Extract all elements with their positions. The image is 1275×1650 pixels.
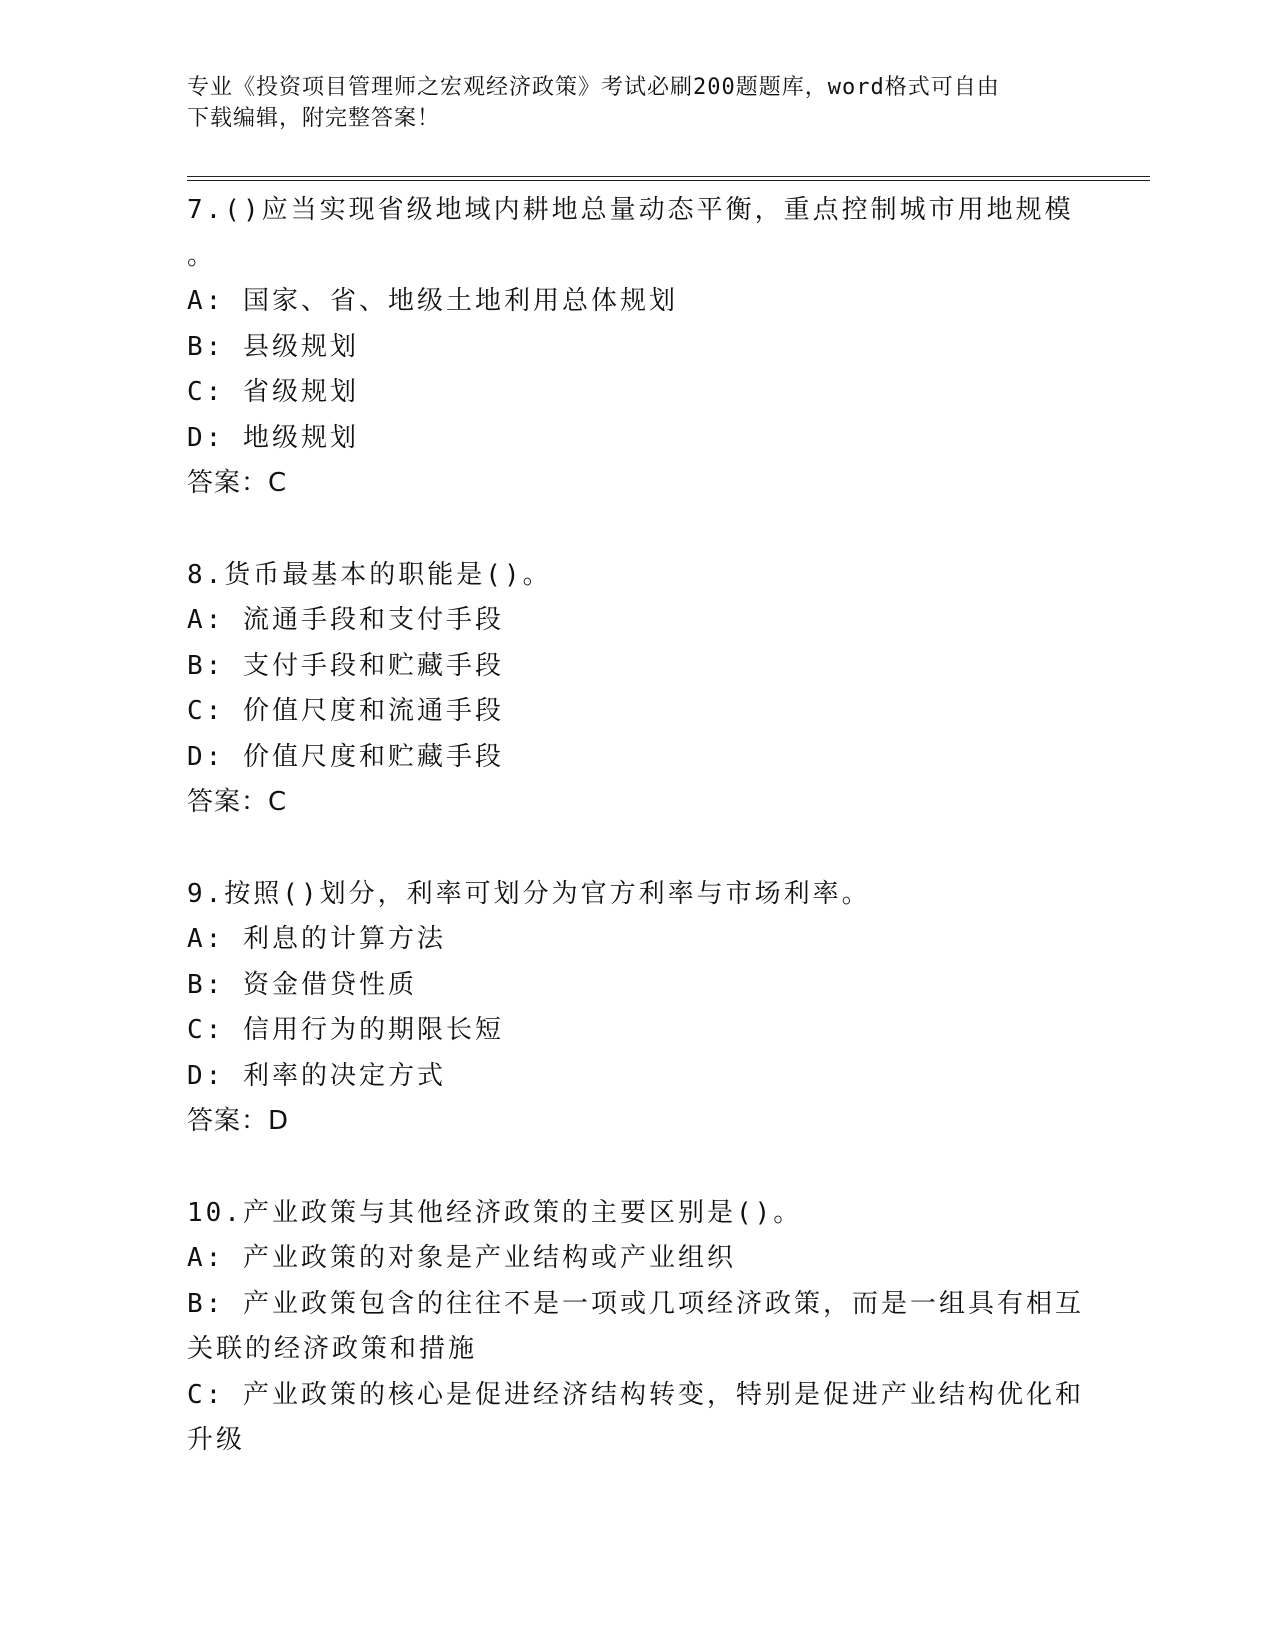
option-b: B: 支付手段和贮藏手段 [187, 650, 504, 681]
option-c-cont: 升级 [187, 1425, 246, 1455]
spacer [187, 507, 1087, 553]
header-line-1: 专业《投资项目管理师之宏观经济政策》考试必刷200题题库，word格式可自由 [187, 75, 1000, 100]
question-stem: 7.()应当实现省级地域内耕地总量动态平衡，重点控制城市用地规模 [187, 195, 1074, 225]
option-d: D: 地级规划 [187, 422, 359, 453]
option-b: B: 产业政策包含的往往不是一项或几项经济政策，而是一组具有相互 [187, 1288, 1084, 1319]
answer: 答案：C [187, 468, 288, 498]
answer: 答案：C [187, 787, 288, 817]
option-b-cont: 关联的经济政策和措施 [187, 1334, 478, 1364]
option-c: C: 信用行为的期限长短 [187, 1015, 504, 1045]
header-line-2: 下载编辑，附完整答案！ [187, 106, 441, 131]
option-c: C: 产业政策的核心是促进经济结构转变，特别是促进产业结构优化和 [187, 1379, 1084, 1410]
question-stem: 8.货币最基本的职能是()。 [187, 559, 552, 590]
spacer [187, 826, 1087, 872]
option-a: A: 利息的计算方法 [187, 924, 446, 954]
question-10 [187, 1191, 1087, 1464]
question-7 [187, 188, 1087, 507]
answer: 答案：D [187, 1106, 290, 1136]
question-stem-cont: 。 [187, 240, 217, 271]
option-a: A: 国家、省、地级土地利用总体规划 [187, 286, 678, 316]
question-9 [187, 872, 1087, 1145]
question-stem: 10.产业政策与其他经济政策的主要区别是()。 [187, 1197, 803, 1228]
option-a: A: 流通手段和支付手段 [187, 605, 504, 635]
option-d: D: 利率的决定方式 [187, 1060, 446, 1091]
question-stem: 9.按照()划分，利率可划分为官方利率与市场利率。 [187, 878, 871, 909]
question-8 [187, 553, 1087, 826]
spacer [187, 1145, 1087, 1191]
option-c: C: 价值尺度和流通手段 [187, 696, 504, 726]
option-c: C: 省级规划 [187, 377, 359, 407]
document-header [187, 72, 1067, 134]
option-b: B: 县级规划 [187, 331, 359, 362]
option-a: A: 产业政策的对象是产业结构或产业组织 [187, 1243, 736, 1273]
option-b: B: 资金借贷性质 [187, 969, 417, 1000]
question-list [187, 188, 1087, 1464]
option-d: D: 价值尺度和贮藏手段 [187, 741, 504, 772]
header-divider [187, 176, 1150, 181]
